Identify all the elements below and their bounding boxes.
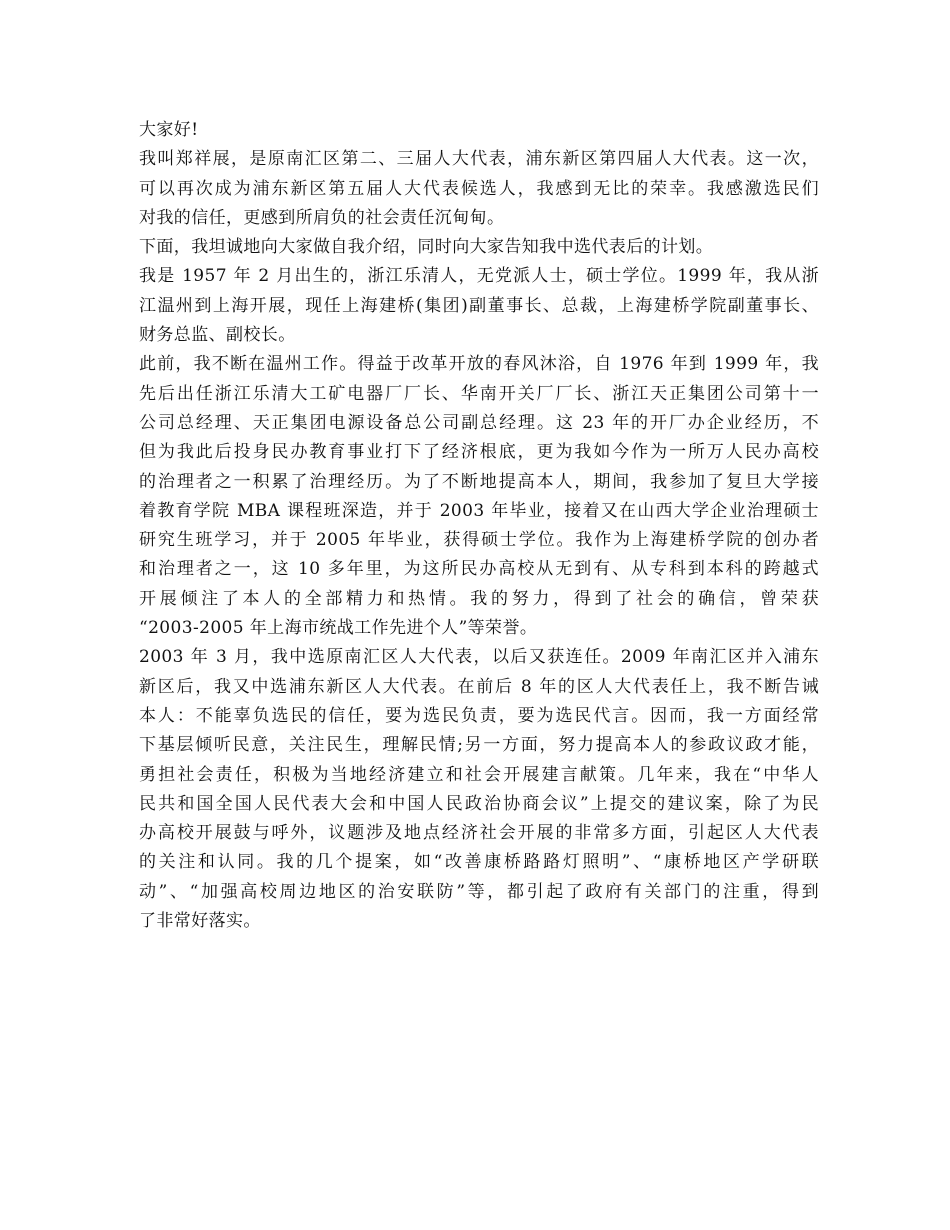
text-line: 的关注和认同。我的几个提案，如“改善康桥路路灯照明”、“康桥地区产学研联 [139, 852, 819, 873]
text-line: 先后出任浙江乐清大工矿电器厂厂长、华南开关厂厂长、浙江天正集团公司第十一 [139, 383, 819, 404]
text-line: 着教育学院 MBA 课程班深造，并于 2003 年毕业，接着又在山西大学企业治理硕士 [139, 500, 819, 521]
text-line: 下面，我坦诚地向大家做自我介绍，同时向大家告知我中选代表后的计划。 [139, 237, 714, 258]
text-line: 新区后，我又中选浦东新区人大代表。在前后 8 年的区人大代表任上，我不断告诫 [139, 676, 819, 697]
text-line: 和治理者之一，这 10 多年里，为这所民办高校从无到有、从专科到本科的跨越式 [139, 559, 819, 580]
text-line: 的治理者之一积累了治理经历。为了不断地提高本人，期间，我参加了复旦大学接 [139, 471, 819, 492]
text-line: 勇担社会责任，积极为当地经济建立和社会开展建言献策。几年来，我在“中华人 [139, 764, 819, 785]
text-line: 2003 年 3 月，我中选原南汇区人大代表，以后又获连任。2009 年南汇区并入浦东 [139, 647, 819, 668]
text-line: 本人：不能辜负选民的信任，要为选民负责，要为选民代言。因而，我一方面经常 [139, 705, 819, 726]
text-line: 办高校开展鼓与呼外，议题涉及地点经济社会开展的非常多方面，引起区人大代表 [139, 823, 819, 844]
document-body [139, 116, 819, 936]
text-line: 大家好! [139, 120, 199, 140]
text-line: 了非常好落实。 [139, 911, 261, 932]
text-line: 公司总经理、天正集团电源设备总公司副总经理。这 23 年的开厂办企业经历，不 [139, 412, 819, 433]
text-line: 研究生班学习，并于 2005 年毕业，获得硕士学位。我作为上海建桥学院的创办者 [139, 530, 819, 551]
text-line: 对我的信任，更感到所肩负的社会责任沉甸甸。 [139, 207, 505, 228]
text-line: 此前，我不断在温州工作。得益于改革开放的春风沐浴，自 1976 年到 1999 年，我 [139, 354, 819, 375]
text-line: 可以再次成为浦东新区第五届人大代表候选人，我感到无比的荣幸。我感激选民们 [139, 178, 819, 199]
text-line: 江温州到上海开展，现任上海建桥(集团)副董事长、总裁，上海建桥学院副董事长、 [139, 295, 819, 316]
text-line: 开展倾注了本人的全部精力和热情。我的努力，得到了社会的确信，曾荣获 [139, 588, 819, 609]
text-line: 我是 1957 年 2 月出生的，浙江乐清人，无党派人士，硕士学位。1999 年，我从浙 [139, 266, 819, 287]
text-line: 民共和国全国人民代表大会和中国人民政治协商会议”上提交的建议案，除了为民 [139, 793, 819, 814]
text-line: “2003-2005 年上海市统战工作先进个人”等荣誉。 [139, 618, 538, 639]
text-line: 我叫郑祥展，是原南汇区第二、三届人大代表，浦东新区第四届人大代表。这一次， [139, 149, 819, 170]
text-line: 动”、“加强高校周边地区的治安联防”等，都引起了政府有关部门的注重，得到 [139, 881, 819, 902]
text-line: 下基层倾听民意，关注民生，理解民情;另一方面，努力提高本人的参政议政才能， [139, 735, 819, 756]
text-line: 但为我此后投身民办教育事业打下了经济根底，更为我如今作为一所万人民办高校 [139, 442, 819, 463]
text-line: 财务总监、副校长。 [139, 325, 296, 346]
